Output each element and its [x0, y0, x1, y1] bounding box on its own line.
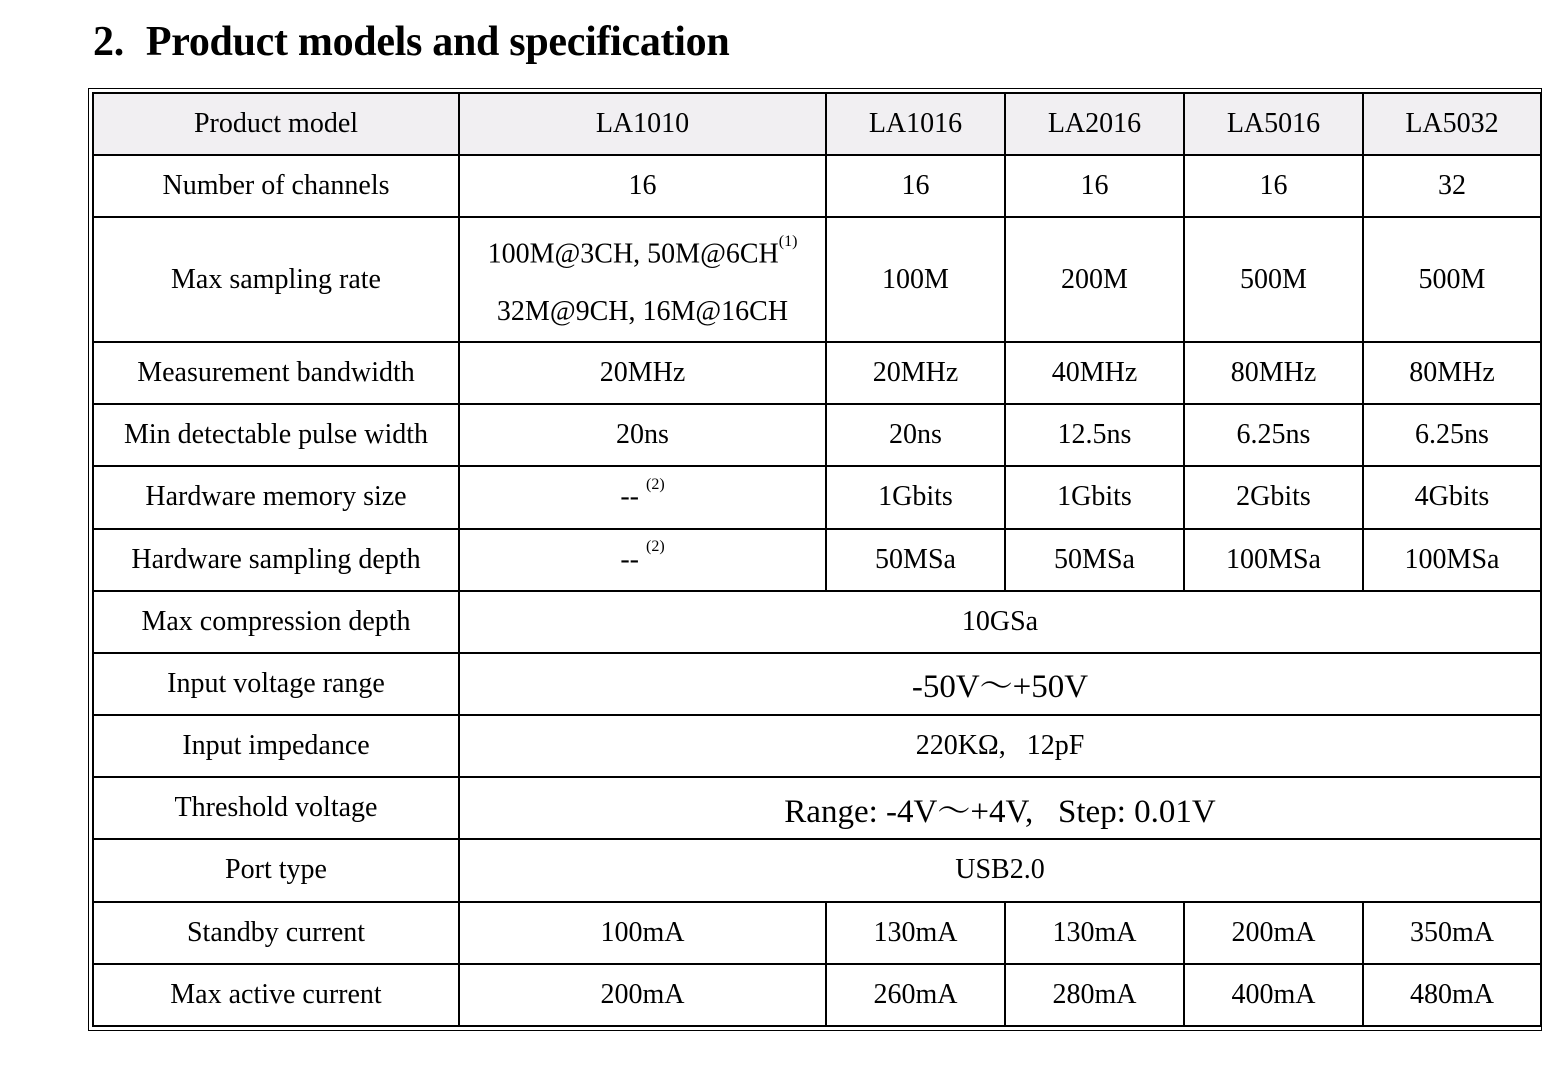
cell-value: 50MSa: [826, 529, 1005, 591]
cell-value: 1Gbits: [826, 466, 1005, 528]
cell-value: 100MSa: [1184, 529, 1363, 591]
cell-value: 16: [1005, 155, 1184, 217]
row-label: Hardware sampling depth: [93, 529, 459, 591]
cell-value: 20ns: [459, 404, 826, 466]
section-number: 2.: [93, 19, 124, 65]
table-row-memory: [93, 466, 1541, 528]
table-row-sampling-depth: [93, 529, 1541, 591]
table-row-port: [93, 839, 1541, 901]
cell-merged-value: -50V～+50V: [459, 653, 1541, 715]
table-row-compression: [93, 591, 1541, 653]
cell-merged-value: 10GSa: [459, 591, 1541, 653]
cell-value: 4Gbits: [1363, 466, 1541, 528]
cell-dash: --: [620, 481, 639, 513]
cell-value: 400mA: [1184, 964, 1363, 1026]
cell-value: 20ns: [826, 404, 1005, 466]
cell-value: 16: [1184, 155, 1363, 217]
cell-value: 20MHz: [826, 342, 1005, 404]
cell-value: 350mA: [1363, 902, 1541, 964]
rate-line-1-text: 100M@3CH, 50M@6CH: [487, 237, 779, 269]
table-header-row: [93, 93, 1541, 155]
cell-value: 16: [459, 155, 826, 217]
header-model-la5016: LA5016: [1184, 93, 1363, 155]
cell-la1010-sampling-depth: [459, 529, 826, 591]
cell-value: 200mA: [1184, 902, 1363, 964]
header-label: Product model: [93, 93, 459, 155]
cell-merged-value: USB2.0: [459, 839, 1541, 901]
row-label: Max active current: [93, 964, 459, 1026]
table-row-channels: [93, 155, 1541, 217]
cell-value: 50MSa: [1005, 529, 1184, 591]
row-label: Port type: [93, 839, 459, 901]
row-label: Input voltage range: [93, 653, 459, 715]
table-row-standby: [93, 902, 1541, 964]
footnote-marker-2: (2): [646, 476, 665, 494]
cell-value: 2Gbits: [1184, 466, 1363, 528]
cell-value: 100mA: [459, 902, 826, 964]
cell-value: 6.25ns: [1363, 404, 1541, 466]
row-label: Input impedance: [93, 715, 459, 777]
header-model-la2016: LA2016: [1005, 93, 1184, 155]
header-model-la5032: LA5032: [1363, 93, 1541, 155]
header-model-la1016: LA1016: [826, 93, 1005, 155]
cell-value: 500M: [1184, 217, 1363, 342]
cell-value: 32: [1363, 155, 1541, 217]
cell-value: 130mA: [826, 902, 1005, 964]
cell-value: 480mA: [1363, 964, 1541, 1026]
row-label: Standby current: [93, 902, 459, 964]
cell-la1010-memory: [459, 466, 826, 528]
row-label: Min detectable pulse width: [93, 404, 459, 466]
cell-value: 280mA: [1005, 964, 1184, 1026]
cell-value: 500M: [1363, 217, 1541, 342]
footnote-marker-2: (2): [646, 538, 665, 556]
cell-value: 16: [826, 155, 1005, 217]
cell-value: 20MHz: [459, 342, 826, 404]
row-label: Hardware memory size: [93, 466, 459, 528]
table-row-sampling-rate: [93, 217, 1541, 342]
table-row-active: [93, 964, 1541, 1026]
table-row-input-voltage: [93, 653, 1541, 715]
row-label: Max compression depth: [93, 591, 459, 653]
row-label: Threshold voltage: [93, 777, 459, 839]
table-row-bandwidth: [93, 342, 1541, 404]
section-title: Product models and specification: [145, 19, 730, 65]
table-row-pulse-width: [93, 404, 1541, 466]
cell-value: 130mA: [1005, 902, 1184, 964]
table-row-impedance: [93, 715, 1541, 777]
cell-value: 200M: [1005, 217, 1184, 342]
cell-merged-value: Range: -4V～+4V, Step: 0.01V: [459, 777, 1541, 839]
table-row-threshold: [93, 777, 1541, 839]
cell-value: 12.5ns: [1005, 404, 1184, 466]
header-model-la1010: LA1010: [459, 93, 826, 155]
cell-la1010-sampling-rate: [459, 217, 826, 342]
cell-dash: --: [620, 543, 639, 575]
cell-value: 100M: [826, 217, 1005, 342]
spec-table: [92, 92, 1542, 1027]
rate-line-1: [460, 219, 825, 283]
cell-value: 80MHz: [1184, 342, 1363, 404]
cell-value: 80MHz: [1363, 342, 1541, 404]
cell-value: 200mA: [459, 964, 826, 1026]
row-label: Measurement bandwidth: [93, 342, 459, 404]
rate-line-2: 32M@9CH, 16M@16CH: [496, 295, 789, 327]
footnote-marker-1: (1): [778, 232, 798, 250]
cell-merged-value: 220KΩ, 12pF: [459, 715, 1541, 777]
row-label: Max sampling rate: [93, 217, 459, 342]
cell-value: 6.25ns: [1184, 404, 1363, 466]
spec-table-frame: [88, 88, 1542, 1031]
cell-value: 40MHz: [1005, 342, 1184, 404]
row-label: Number of channels: [93, 155, 459, 217]
cell-value: 260mA: [826, 964, 1005, 1026]
cell-value: 1Gbits: [1005, 466, 1184, 528]
section-heading: [93, 18, 729, 66]
cell-value: 100MSa: [1363, 529, 1541, 591]
